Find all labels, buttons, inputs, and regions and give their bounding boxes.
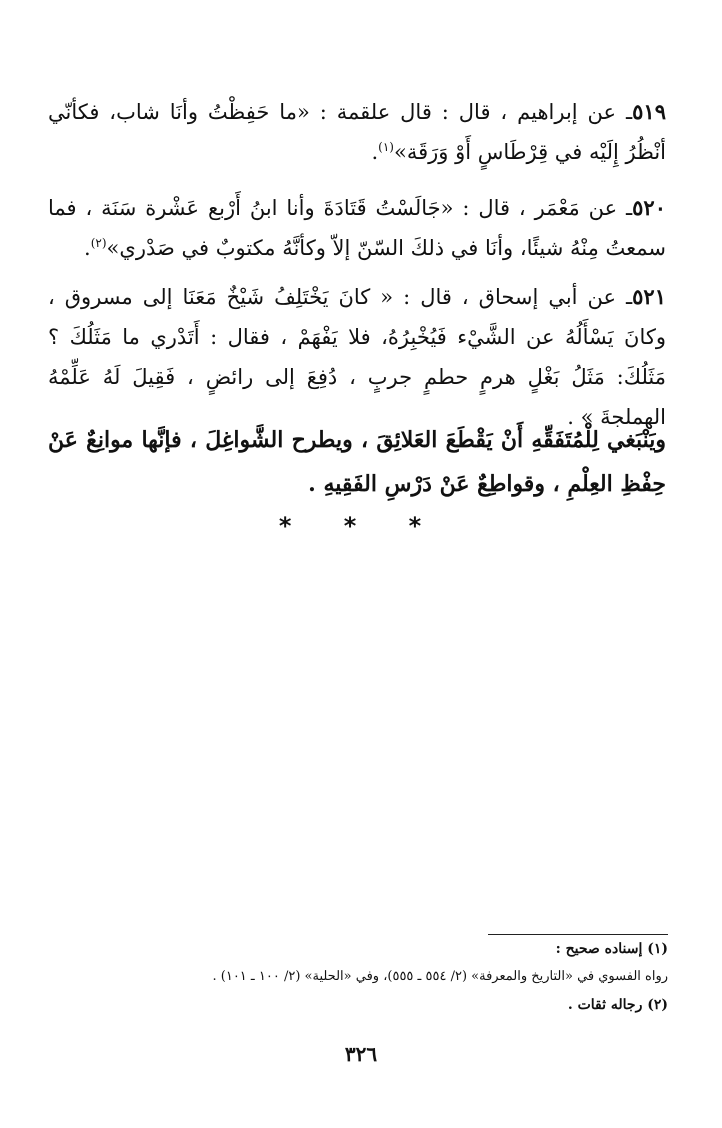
footnote-2: (٢) رجاله ثقات . — [567, 997, 668, 1013]
paragraph-519 — [48, 92, 666, 172]
footnote-1: (١) إسناده صحيح : — [555, 941, 668, 957]
paragraph-end: . — [371, 140, 379, 164]
page-number: ٣٢٦ — [344, 1042, 378, 1066]
closing-paragraph: ويَنْبَغي لِلْمُتَفَقِّهِ أَنْ يَقْطَعَ العَلائِقَ ، ويطرح الشَّواغِلَ ، فإنَّها موانِعٌ عَنْ حِفْظِ العِلْمِ ، وقواطِعٌ عَنْ دَرْسِ الفَقِيهِ . — [48, 427, 666, 497]
paragraph-end: . — [84, 236, 91, 260]
paragraph-text: ـ عن إبراهيم ، قال : قال علقمة : «ما حَفِظْتُ وأنَا شاب، فكأنّي أنْظُرُ إِلَيْه في قِرْطَاسٍ أَوْ وَرَقَة» — [48, 100, 666, 164]
paragraph-text: ـ عن مَعْمَر ، قال : «جَالَسْتُ قَتَادَةَ وأنا ابنُ أَرْبع عَشْرة سَنَة ، فما سمعتُ مِنْهُ شيئًا، وأنَا في ذلكَ السّنّ إلاّ وكأنَّهُ مكتوبٌ في صَدْري» — [48, 196, 666, 260]
footnote-ref: (٢) — [90, 236, 107, 250]
paragraph-521 — [48, 277, 666, 437]
section-separator: * * * — [278, 512, 444, 540]
paragraph-text: ـ عن أبي إسحاق ، قال : « كانَ يَخْتَلِفُ شَيْخٌ مَعَنَا إلى مسروق ، وكانَ يَسْأَلُهُ عن الشَّيْء فَيُخْبِرُهُ، فلا يَفْهَمْ ، فقال : أَتَدْري ما مَثَلُكَ ؟ مَثَلُكَ: مَثَلُ بَغْلٍ هرمٍ حطمٍ جربٍ ، دُفِعَ إلى رائضٍ ، فَقِيلَ لَهُ عَلِّمْهُ الهملجةَ » . — [48, 285, 666, 429]
paragraph-520 — [48, 188, 666, 268]
footnote-1-detail: رواه الفسوي في «التاريخ والمعرفة» (٢/ ٥٥٤ ـ ٥٥٥)، وفي «الحلية» (٢/ ١٠٠ ـ ١٠١) . — [212, 969, 668, 984]
paragraph-number: ٥٢٠ — [632, 195, 666, 220]
footnote-ref: (١) — [378, 140, 394, 154]
paragraph-number: ٥٢١ — [632, 284, 666, 309]
paragraph-number: ٥١٩ — [632, 99, 666, 124]
footnote-rule — [488, 934, 668, 935]
